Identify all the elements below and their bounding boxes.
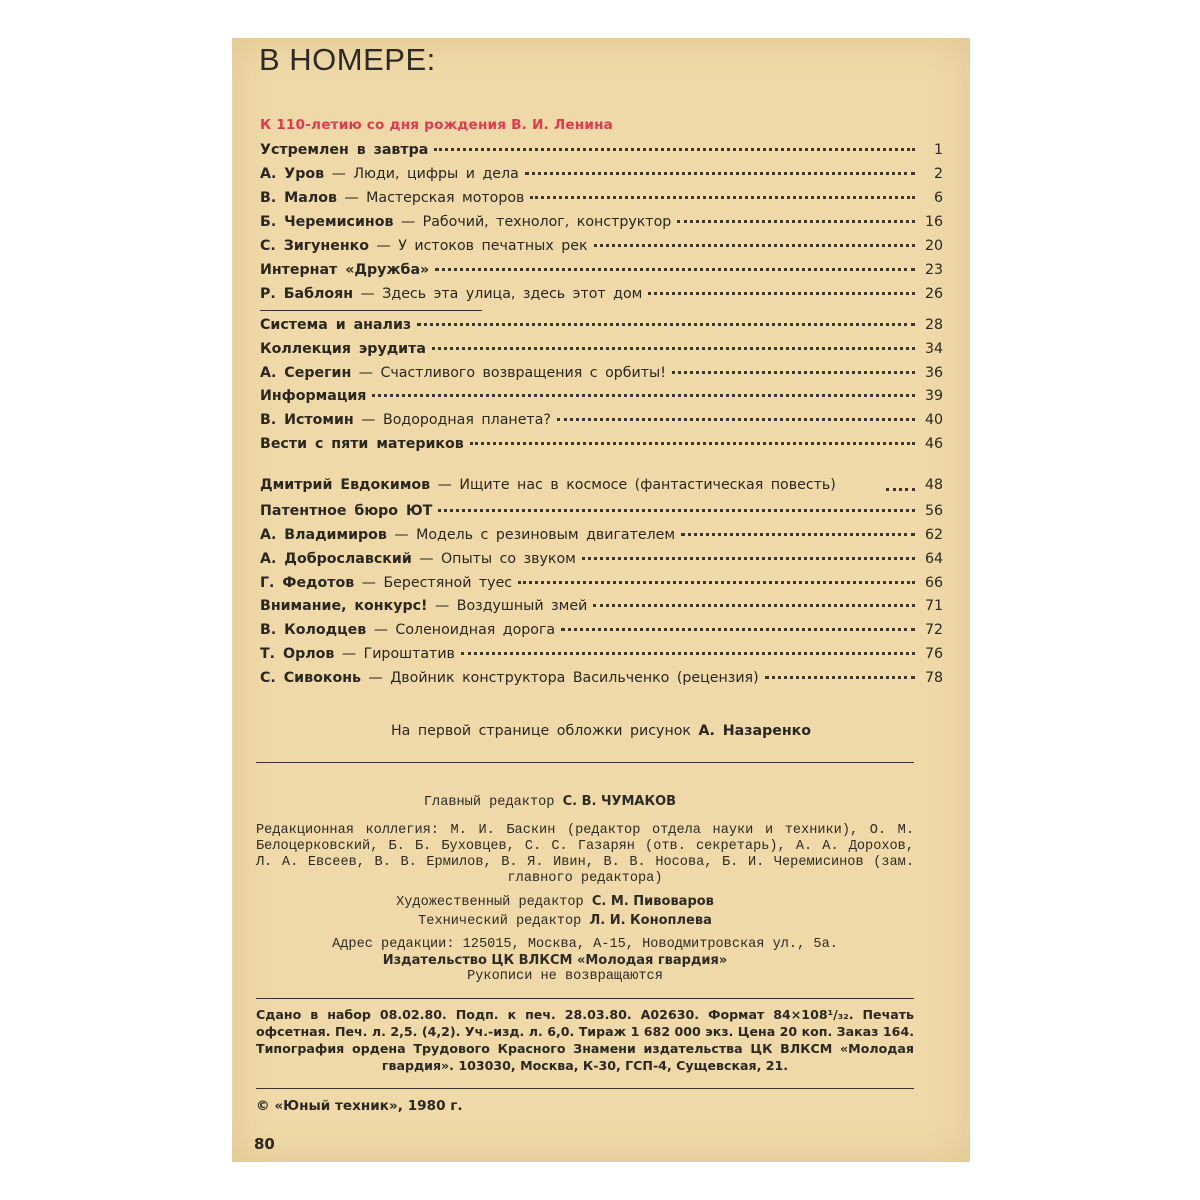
toc-entry-text	[260, 433, 464, 455]
toc-dot-leader	[582, 557, 915, 560]
copyright: © «Юный техник», 1980 г.	[256, 1098, 463, 1114]
toc-title: Здесь эта улица, здесь этот дом	[382, 286, 643, 302]
editorial-address: Адрес редакции: 125015, Москва, А-15, Новодмитровская ул., 5а.	[332, 937, 838, 952]
toc-entry	[260, 595, 943, 617]
toc-entry-text: Дмитрий Евдокимов — Ищите нас в космосе (фантастическая повесть)	[260, 477, 836, 493]
toc-entry-text: С. Сивоконь — Двойник конструктора Васильченко (рецензия)	[260, 670, 759, 686]
toc-dot-leader	[438, 509, 915, 512]
toc-dot-leader	[681, 533, 915, 536]
toc-author: С. Зигуненко	[260, 238, 370, 254]
toc-page-number: 56	[924, 503, 943, 519]
editor-name: С. В. ЧУМАКОВ	[562, 794, 677, 809]
toc-title: Информация	[260, 388, 367, 404]
toc-entry	[260, 338, 943, 360]
toc-title: Модель с резиновым двигателем	[416, 527, 676, 543]
tech-editor-label: Технический редактор	[418, 914, 582, 929]
toc-dot-leader	[434, 148, 915, 151]
toc-entry	[260, 409, 943, 431]
toc-title: У истоков печатных рек	[398, 238, 588, 254]
toc-page-number: 6	[933, 190, 943, 206]
toc-author: Г. Федотов	[260, 575, 355, 591]
toc-page-number: 39	[924, 388, 943, 404]
toc-author: В. Колодцев	[260, 622, 367, 638]
board-label: Редакционная коллегия:	[256, 823, 439, 838]
toc-author: А. Уров	[260, 166, 325, 182]
toc-title: Устремлен в завтра	[260, 142, 429, 158]
toc-author: Т. Орлов	[260, 646, 335, 662]
toc-entry	[260, 211, 943, 233]
board-members: М. И. Баскин (редактор отдела науки и техники), О. М. Белоцерковский, Б. Б. Буховцев, С. С. Газарян (отв. секретарь), А. А. Дорохов, Л. А. Евсеев, В. В. Ермилов, В. Я. Ивин, В. В. Носова, Б. И. Черемисинов (зам. главного редактора)	[256, 823, 914, 886]
toc-entry	[260, 548, 943, 570]
toc-author: С. Сивоконь	[260, 670, 361, 686]
toc-entry-text	[260, 314, 411, 336]
toc-title: Вести с пяти материков	[260, 436, 464, 452]
divider-rule	[256, 998, 914, 999]
manuscripts-note: Рукописи не возвращаются	[467, 969, 663, 984]
section-divider	[260, 310, 482, 311]
cover-artist: А. Назаренко	[698, 723, 812, 739]
toc-title: Патентное бюро ЮТ	[260, 503, 433, 519]
toc-author: Дмитрий Евдокимов	[260, 477, 431, 493]
toc-entry	[260, 187, 943, 209]
print-details: Сдано в набор 08.02.80. Подп. к печ. 28.03.80. А02630. Формат 84×108¹/₃₂. Печать офсетная. Печ. л. 2,5. (4,2). Уч.-изд. л. 6,0. Тираж 1 682 000 экз. Цена 20 коп. Заказ 164. Типография ордена Трудового Красного Знамени издательства ЦК ВЛКСМ «Молодая гвардия». 103030, Москва, К-30, ГСП-4, Сущевская, 21.	[256, 1007, 914, 1073]
toc-dot-leader	[561, 628, 915, 631]
toc-entry-text	[260, 338, 426, 360]
toc-title: Рабочий, технолог, конструктор	[422, 214, 672, 230]
art-editor-label: Художественный редактор	[396, 895, 584, 910]
toc-entry-text: А. Уров — Люди, цифры и дела	[260, 166, 519, 182]
toc-page-number: 36	[924, 365, 943, 381]
toc-dot-leader	[372, 394, 915, 397]
toc-entry-text: А. Владимиров — Модель с резиновым двигателем	[260, 527, 676, 543]
toc-entry-text: В. Истомин — Водородная планета?	[260, 412, 551, 428]
toc-author: Б. Черемисинов	[260, 214, 394, 230]
toc-dot-leader	[593, 604, 915, 607]
editor-label: Главный редактор	[423, 795, 555, 810]
toc-author: В. Истомин	[260, 412, 354, 428]
toc-dot-leader	[435, 268, 915, 271]
toc-entry	[260, 667, 943, 689]
toc-page-number: 2	[933, 166, 943, 182]
page-number: 80	[254, 1135, 275, 1153]
toc-title: Система и анализ	[260, 317, 412, 333]
art-editor-line	[256, 894, 914, 911]
toc-title: Интернат «Дружба»	[260, 262, 430, 278]
toc-page-number: 26	[924, 286, 943, 302]
toc-entry	[260, 283, 943, 305]
toc-entry-text: А. Доброславский — Опыты со звуком	[260, 551, 576, 567]
divider-rule	[256, 762, 914, 763]
toc-entry	[260, 458, 943, 494]
editor-line	[256, 794, 914, 811]
tech-editor-name: Л. И. Коноплева	[589, 913, 712, 928]
toc-page-number: 23	[924, 262, 943, 278]
toc-entry-text: В. Малов — Мастерская моторов	[260, 190, 525, 206]
toc-title: Водородная планета?	[382, 412, 551, 428]
toc-entry-text: Б. Черемисинов — Рабочий, технолог, конструктор	[260, 214, 672, 230]
toc-page-number: 1	[933, 142, 943, 158]
toc-title: Воздушный змей	[456, 598, 588, 614]
cover-note-text: На первой странице обложки рисунок	[390, 723, 691, 739]
toc-page-number: 78	[924, 670, 943, 686]
toc-page-number: 28	[924, 317, 943, 333]
toc-entry	[260, 235, 943, 257]
toc-page-number: 48	[924, 477, 943, 493]
toc-entry-text	[260, 500, 432, 522]
address-block	[256, 937, 914, 985]
toc-entry-text	[260, 259, 429, 281]
toc-dot-leader	[461, 652, 915, 655]
toc-entry-text: А. Серегин — Счастливого возвращения с орбиты!	[260, 365, 666, 381]
toc-entry	[260, 433, 943, 455]
toc-dot-leader	[557, 418, 915, 421]
art-editor-name: С. М. Пивоваров	[591, 894, 714, 909]
toc-title: Берестяной туес	[383, 575, 513, 591]
magazine-page	[232, 38, 970, 1162]
toc-dot-leader	[677, 220, 915, 223]
toc-entry-text: В. Колодцев — Соленоидная дорога	[260, 622, 556, 638]
toc-title: Коллекция эрудита	[260, 341, 426, 357]
toc-title: Люди, цифры и дела	[353, 166, 519, 182]
toc-dot-leader	[417, 323, 915, 326]
toc-entry	[260, 362, 943, 384]
toc-entry-text: Внимание, конкурс! — Воздушный змей	[260, 598, 588, 614]
toc-entry-text: Т. Орлов — Гироштатив	[260, 646, 455, 662]
toc-dot-leader	[530, 196, 915, 199]
toc-author: А. Серегин	[260, 365, 352, 381]
toc-dot-leader	[594, 244, 915, 247]
toc-title: Ищите нас в космосе (фантастическая повесть)	[459, 477, 836, 493]
publisher: Издательство ЦК ВЛКСМ «Молодая гвардия»	[382, 953, 728, 968]
toc-entry	[260, 314, 943, 336]
page-heading: В НОМЕРЕ:	[259, 42, 436, 77]
toc-entry	[260, 139, 943, 161]
toc-dot-leader	[518, 581, 915, 584]
toc-page-number: 62	[924, 527, 943, 543]
toc-title: Гироштатив	[363, 646, 455, 662]
toc-entry-text: Г. Федотов — Берестяной туес	[260, 575, 513, 591]
toc-page-number: 76	[924, 646, 943, 662]
toc-entry	[260, 524, 943, 546]
toc-entry	[260, 163, 943, 185]
cover-note	[232, 723, 970, 739]
toc-title: Опыты со звуком	[441, 551, 576, 567]
toc-dot-leader	[886, 488, 915, 491]
toc-entry-text: С. Зигуненко — У истоков печатных рек	[260, 238, 588, 254]
toc-dot-leader	[470, 442, 915, 445]
toc-dot-leader	[432, 347, 915, 350]
toc-entry	[260, 259, 943, 281]
toc-page-number: 66	[924, 575, 943, 591]
toc-page-number: 16	[924, 214, 943, 230]
toc-title: Счастливого возвращения с орбиты!	[380, 365, 666, 381]
toc-page-number: 72	[924, 622, 943, 638]
toc-page-number: 20	[924, 238, 943, 254]
toc-entry	[260, 619, 943, 641]
toc-page-number: 46	[924, 436, 943, 452]
toc-section-title: К 110-летию со дня рождения В. И. Ленина	[260, 117, 614, 133]
toc-entry-text	[260, 139, 428, 161]
toc-entry	[260, 572, 943, 594]
toc-author: А. Владимиров	[260, 527, 387, 543]
toc-entry	[260, 643, 943, 665]
toc-dot-leader	[672, 371, 915, 374]
toc-dot-leader	[648, 292, 915, 295]
toc-author: В. Малов	[260, 190, 337, 206]
toc-entry-text: Р. Баблоян — Здесь эта улица, здесь этот дом	[260, 286, 643, 302]
toc-entry-text	[260, 385, 366, 407]
toc-dot-leader	[765, 676, 915, 679]
toc-title: Двойник конструктора Васильченко (рецензия)	[390, 670, 759, 686]
toc-page-number: 71	[924, 598, 943, 614]
divider-rule	[256, 1088, 914, 1089]
toc-page-number: 40	[924, 412, 943, 428]
toc-entry	[260, 385, 943, 407]
toc-author: Р. Баблоян	[260, 286, 354, 302]
editorial-board	[256, 823, 914, 887]
toc-author: Внимание, конкурс!	[260, 598, 428, 614]
toc-title: Соленоидная дорога	[395, 622, 556, 638]
toc-dot-leader	[525, 172, 915, 175]
toc-author: А. Доброславский	[260, 551, 412, 567]
toc-page-number: 64	[924, 551, 943, 567]
toc-entry	[260, 500, 943, 522]
toc-title: Мастерская моторов	[366, 190, 525, 206]
toc-page-number: 34	[924, 341, 943, 357]
tech-editor-line	[256, 913, 914, 930]
